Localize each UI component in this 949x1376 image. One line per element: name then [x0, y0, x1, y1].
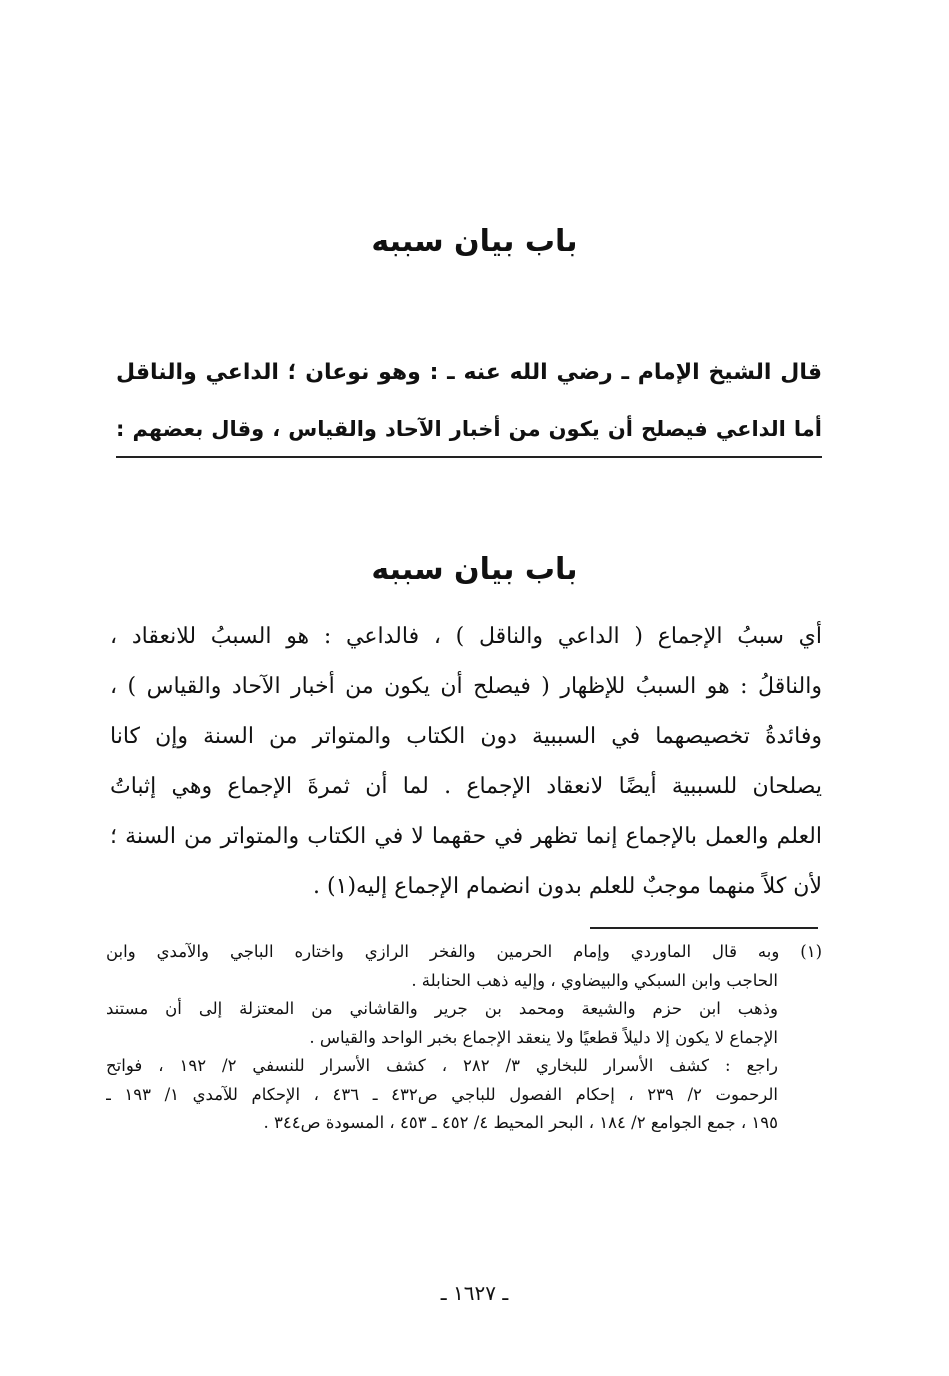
- footnote-separator-rule: [590, 927, 818, 929]
- commentary-line: والناقلُ : هو السببُ للإظهار ( فيصلح أن يكون من أخبار الآحاد والقياس ) ،: [110, 674, 822, 699]
- footnote-line: وذهب ابن حزم والشيعة ومحمد بن جرير والقاشاني من المعتزلة إلى أن مستند: [106, 999, 778, 1018]
- footnote-line: الحاجب وابن السبكي والبيضاوي ، وإليه ذهب الحنابلة .: [411, 970, 778, 990]
- commentary-line: يصلحان للسببية أيضًا لانعقاد الإجماع . لما أن ثمرةَ الإجماع وهي إثباتُ: [110, 774, 822, 799]
- matn-line: أما الداعي فيصلح أن يكون من أخبار الآحاد والقياس ، وقال بعضهم :: [116, 417, 822, 441]
- commentary-line: وفائدةُ تخصيصهما في السببية دون الكتاب والمتواتر من السنة وإن كانا: [110, 724, 822, 749]
- chapter-heading: باب بيان سببه: [371, 224, 578, 259]
- page-number: ـ ١٦٢٧ ـ: [440, 1281, 509, 1305]
- footnote-line: الإجماع لا يكون إلا دليلاً قطعيًا ولا ينعقد الإجماع بخبر الواحد والقياس .: [309, 1027, 778, 1047]
- commentary-line: لأن كلاً منهما موجبٌ للعلم بدون انضمام الإجماع إليه(١) .: [313, 874, 822, 899]
- footnote-line: الرحموت ٢/ ٢٣٩ ، إحكام الفصول للباجي ص٤٣٢ ـ ٤٣٦ ، الإحكام للآمدي ١/ ١٩٣ ـ: [106, 1084, 778, 1104]
- matn-text: [116, 345, 822, 457]
- footnote-line: (١) وبه قال الماوردي وإمام الحرمين والفخر الرازي واختاره الباجي والآمدي وابن: [106, 942, 822, 961]
- matn-line: قال الشيخ الإمام ـ رضي الله عنه ـ : وهو نوعان ؛ الداعي والناقل: [116, 360, 822, 385]
- commentary-line: أي سببُ الإجماع ( الداعي والناقل ) ، فالداعي : هو السببُ للانعقاد ،: [110, 624, 822, 649]
- commentary-line: العلم والعمل بالإجماع إنما تظهر في حقهما لا في الكتاب والمتواتر من السنة ؛: [110, 824, 822, 849]
- footnote-line: ١٩٥ ، جمع الجوامع ٢/ ١٨٤ ، البحر المحيط ٤/ ٤٥٢ ـ ٤٥٣ ، المسودة ص٣٤٤ .: [263, 1113, 778, 1132]
- footnotes: [106, 938, 822, 1138]
- footnote-line: راجع : كشف الأسرار للبخاري ٣/ ٢٨٢ ، كشف الأسرار للنسفي ٢/ ١٩٢ ، فواتح: [106, 1056, 778, 1075]
- commentary-text: [110, 612, 822, 912]
- commentary-heading: باب بيان سببه: [371, 552, 578, 587]
- matn-separator-rule: [116, 456, 822, 458]
